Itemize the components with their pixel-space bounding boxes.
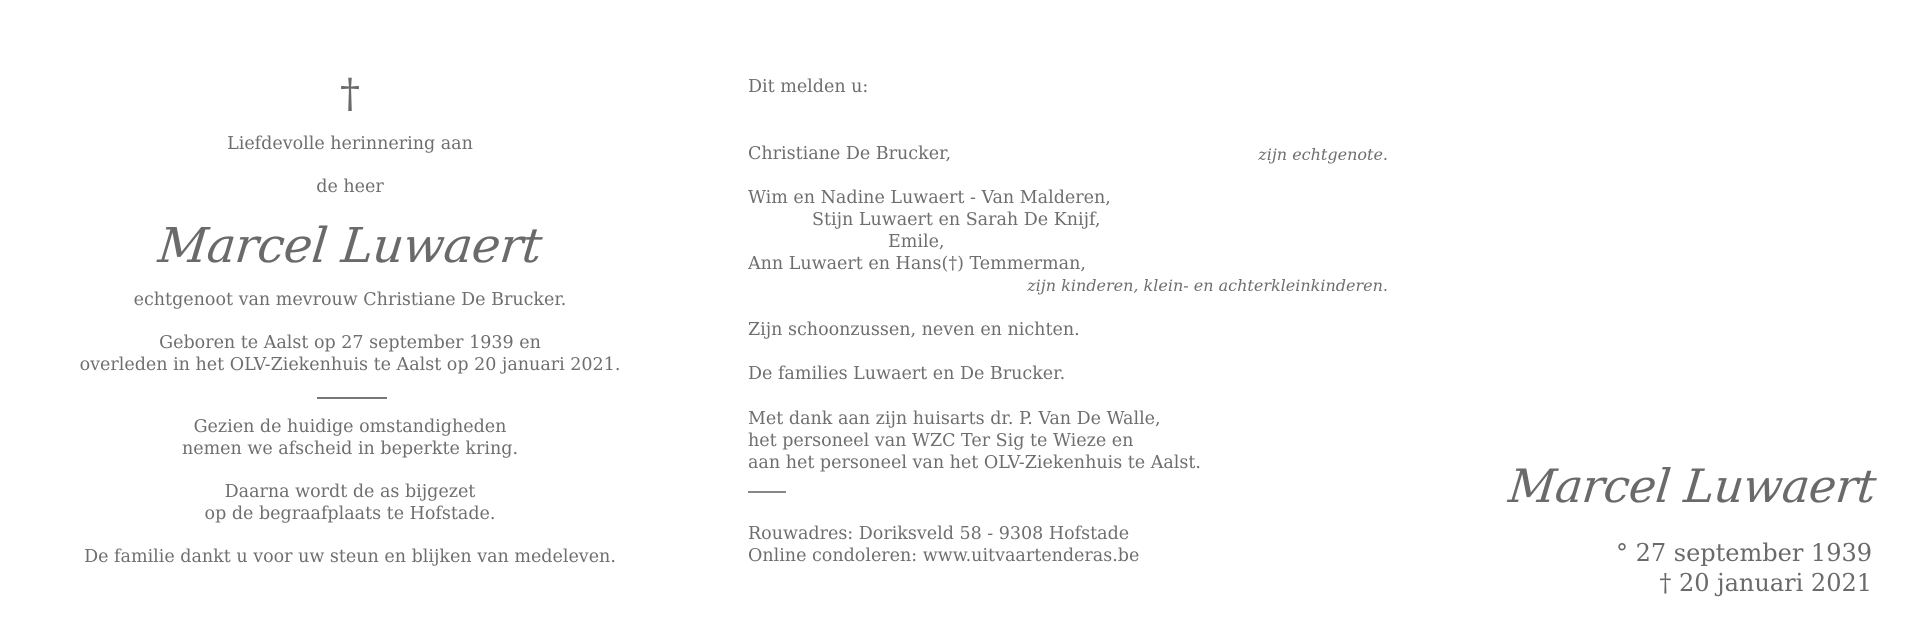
thanks-line-2: het personeel van WZC Ter Sig te Wieze en [748,431,1134,451]
short-divider [748,491,786,493]
born-line: Geboren te Aalst op 27 september 1939 en [159,333,541,353]
in-laws-line: Zijn schoonzussen, neven en nichten. [748,320,1080,340]
family-role: zijn kinderen, klein- en achterkleinkinderen. [1027,276,1388,295]
ashes-line-1: Daarna wordt de as bijgezet [224,482,476,502]
family-line-3: Emile, [888,232,945,252]
title-text: de heer [316,177,384,197]
death-date: † 20 januari 2021 [1659,569,1872,597]
thanks-line-3: aan het personeel van het OLV-Ziekenhuis te Aalst. [748,453,1201,473]
family-line-1: Wim en Nadine Luwaert - Van Malderen, [748,188,1111,208]
online-condolence-line: Online condoleren: www.uitvaartenderas.be [748,546,1140,566]
ashes-line-2: op de begraafplaats te Hofstade. [204,504,496,524]
spouse-role: zijn echtgenote. [1258,145,1388,164]
farewell-line-2: nemen we afscheid in beperkte kring. [181,439,519,459]
divider [317,397,387,399]
thanks-line: De familie dankt u voor uw steun en blijken van medeleven. [84,547,616,567]
died-line: overleden in het OLV-Ziekenhuis te Aalst op 20 januari 2021. [79,355,621,375]
families-line: De families Luwaert en De Brucker. [748,364,1066,384]
thanks-line-1: Met dank aan zijn huisarts dr. P. Van De Walle, [748,409,1161,429]
farewell-line-1: Gezien de huidige omstandigheden [193,417,507,437]
family-line-4: Ann Luwaert en Hans(†) Temmerman, [748,254,1086,274]
birth-date: ° 27 september 1939 [1615,539,1872,567]
right-deceased-name: Marcel Luwaert [1506,459,1879,513]
family-line-2: Stijn Luwaert en Sarah De Knijf, [812,210,1101,230]
intro-text: Liefdevolle herinnering aan [227,134,473,154]
cross-icon: † [340,71,360,117]
spouse-line: echtgenoot van mevrouw Christiane De Brucker. [133,290,567,310]
announce-text: Dit melden u: [748,77,869,97]
deceased-name: Marcel Luwaert [155,218,545,274]
spouse-name: Christiane De Brucker, [748,144,952,164]
address-line: Rouwadres: Doriksveld 58 - 9308 Hofstade [748,524,1130,544]
